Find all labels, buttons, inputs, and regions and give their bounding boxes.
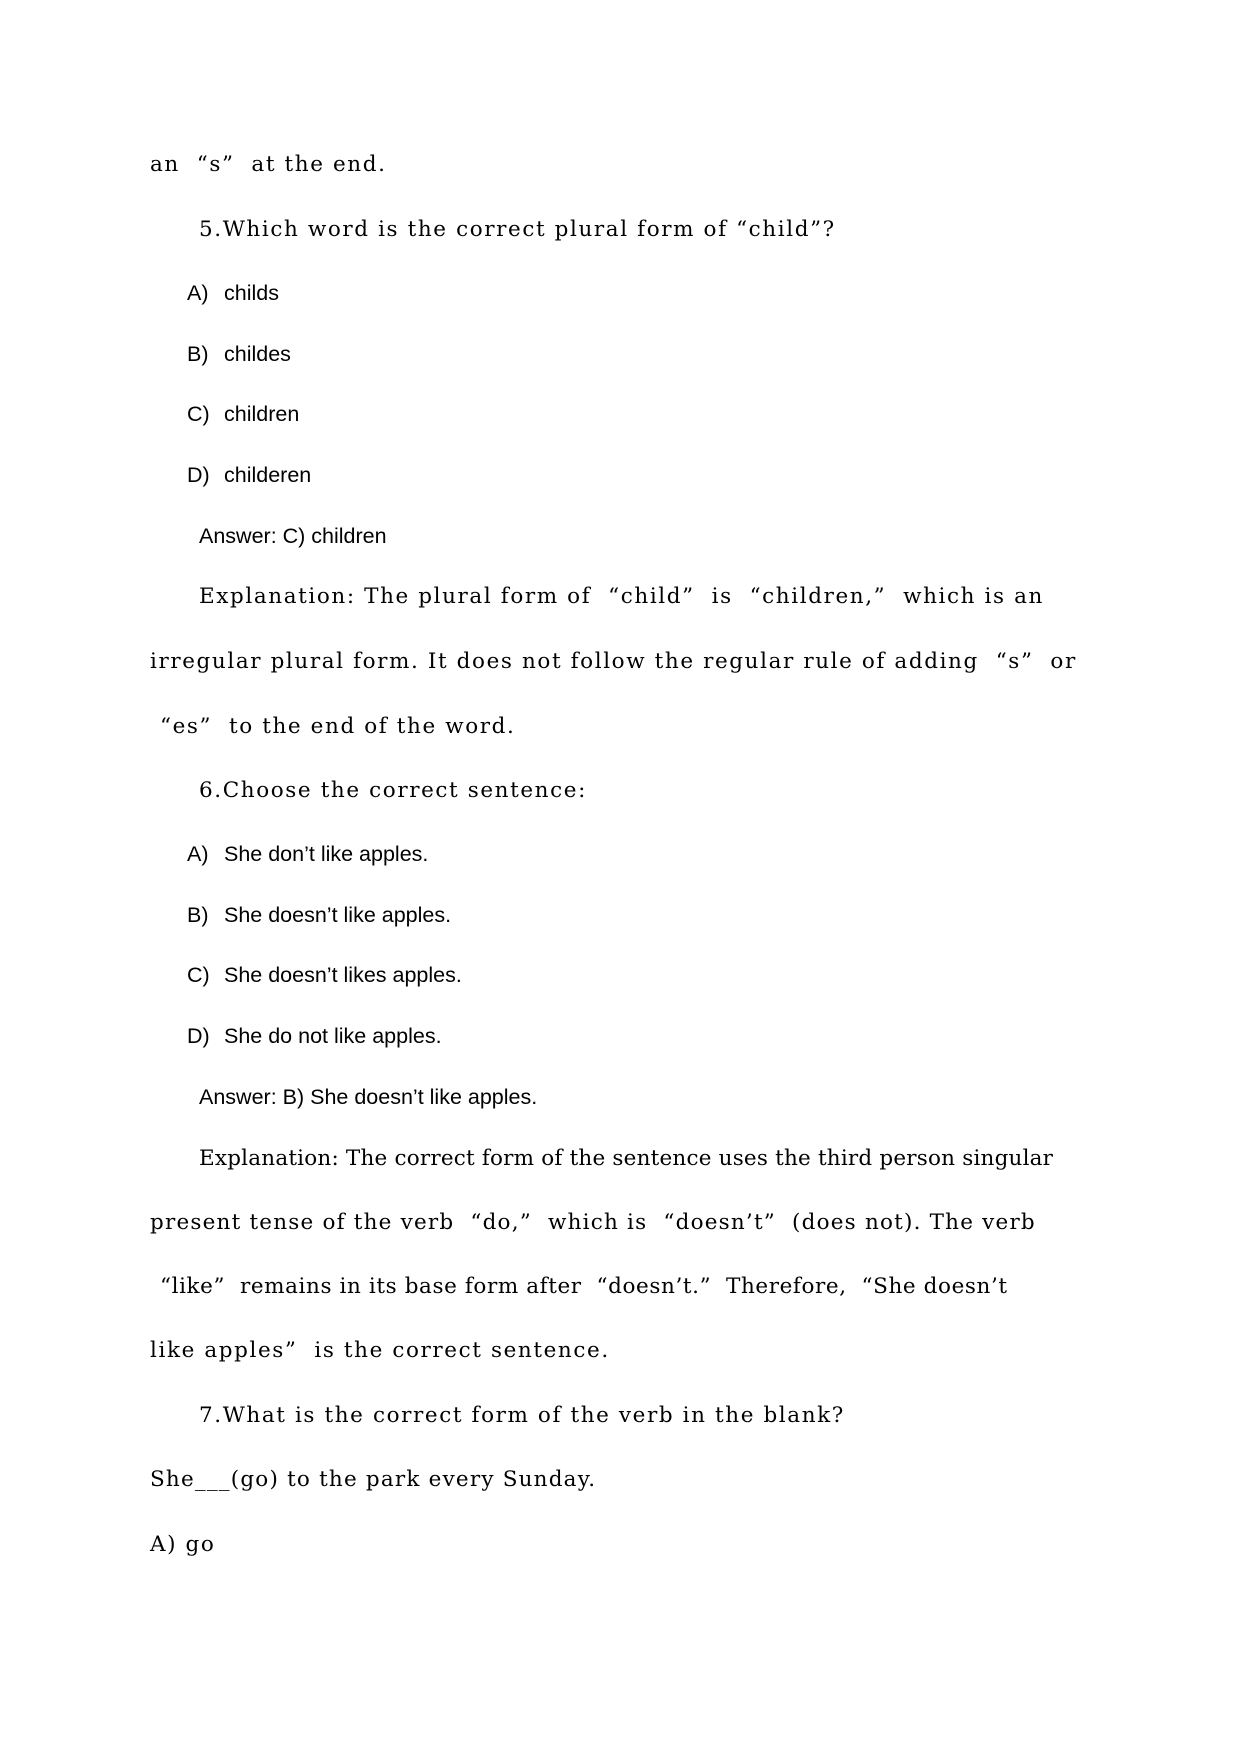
option-letter: B) bbox=[187, 342, 209, 366]
previous-explanation-tail: an “s” at the end. bbox=[150, 152, 387, 177]
option-text: She doesn’t like apples. bbox=[224, 903, 452, 927]
explanation-line: Explanation: The correct form of the sentence uses the third person singular bbox=[199, 1146, 1054, 1171]
option-letter: A) bbox=[187, 842, 209, 866]
question-7-option-a: A) go bbox=[150, 1532, 216, 1557]
explanation-line: present tense of the verb “do,” which is “doesn’t” (does not). The verb bbox=[150, 1210, 1036, 1235]
question-7-sentence: She___(go) to the park every Sunday. bbox=[150, 1467, 597, 1492]
option-text: childeren bbox=[224, 463, 312, 487]
explanation-line: irregular plural form. It does not follow the regular rule of adding “s” or bbox=[150, 649, 1077, 674]
option-text: She don’t like apples. bbox=[224, 842, 429, 866]
option-text: childs bbox=[224, 281, 279, 305]
option-text: She do not like apples. bbox=[224, 1024, 442, 1048]
option-letter: C) bbox=[187, 402, 210, 426]
option-letter: D) bbox=[187, 463, 210, 487]
question-7: 7.What is the correct form of the verb in the blank? bbox=[199, 1403, 845, 1428]
question-5: 5.Which word is the correct plural form of “child”? bbox=[199, 217, 836, 242]
explanation-line: “like” remains in its base form after “doesn’t.” Therefore, “She doesn’t bbox=[160, 1274, 1008, 1299]
option-text: children bbox=[224, 402, 300, 426]
option-text: childes bbox=[224, 342, 291, 366]
option-letter: D) bbox=[187, 1024, 210, 1048]
option-text: She doesn’t likes apples. bbox=[224, 963, 462, 987]
explanation-line: Explanation: The plural form of “child” is “children,” which is an bbox=[199, 584, 1044, 609]
explanation-line: like apples” is the correct sentence. bbox=[150, 1338, 610, 1363]
explanation-line: “es” to the end of the word. bbox=[160, 714, 516, 739]
question-6: 6.Choose the correct sentence: bbox=[199, 778, 587, 803]
question-5-answer: Answer: C) children bbox=[199, 524, 387, 548]
question-6-answer: Answer: B) She doesn’t like apples. bbox=[199, 1085, 538, 1109]
option-letter: C) bbox=[187, 963, 210, 987]
option-letter: A) bbox=[187, 281, 209, 305]
option-letter: B) bbox=[187, 903, 209, 927]
